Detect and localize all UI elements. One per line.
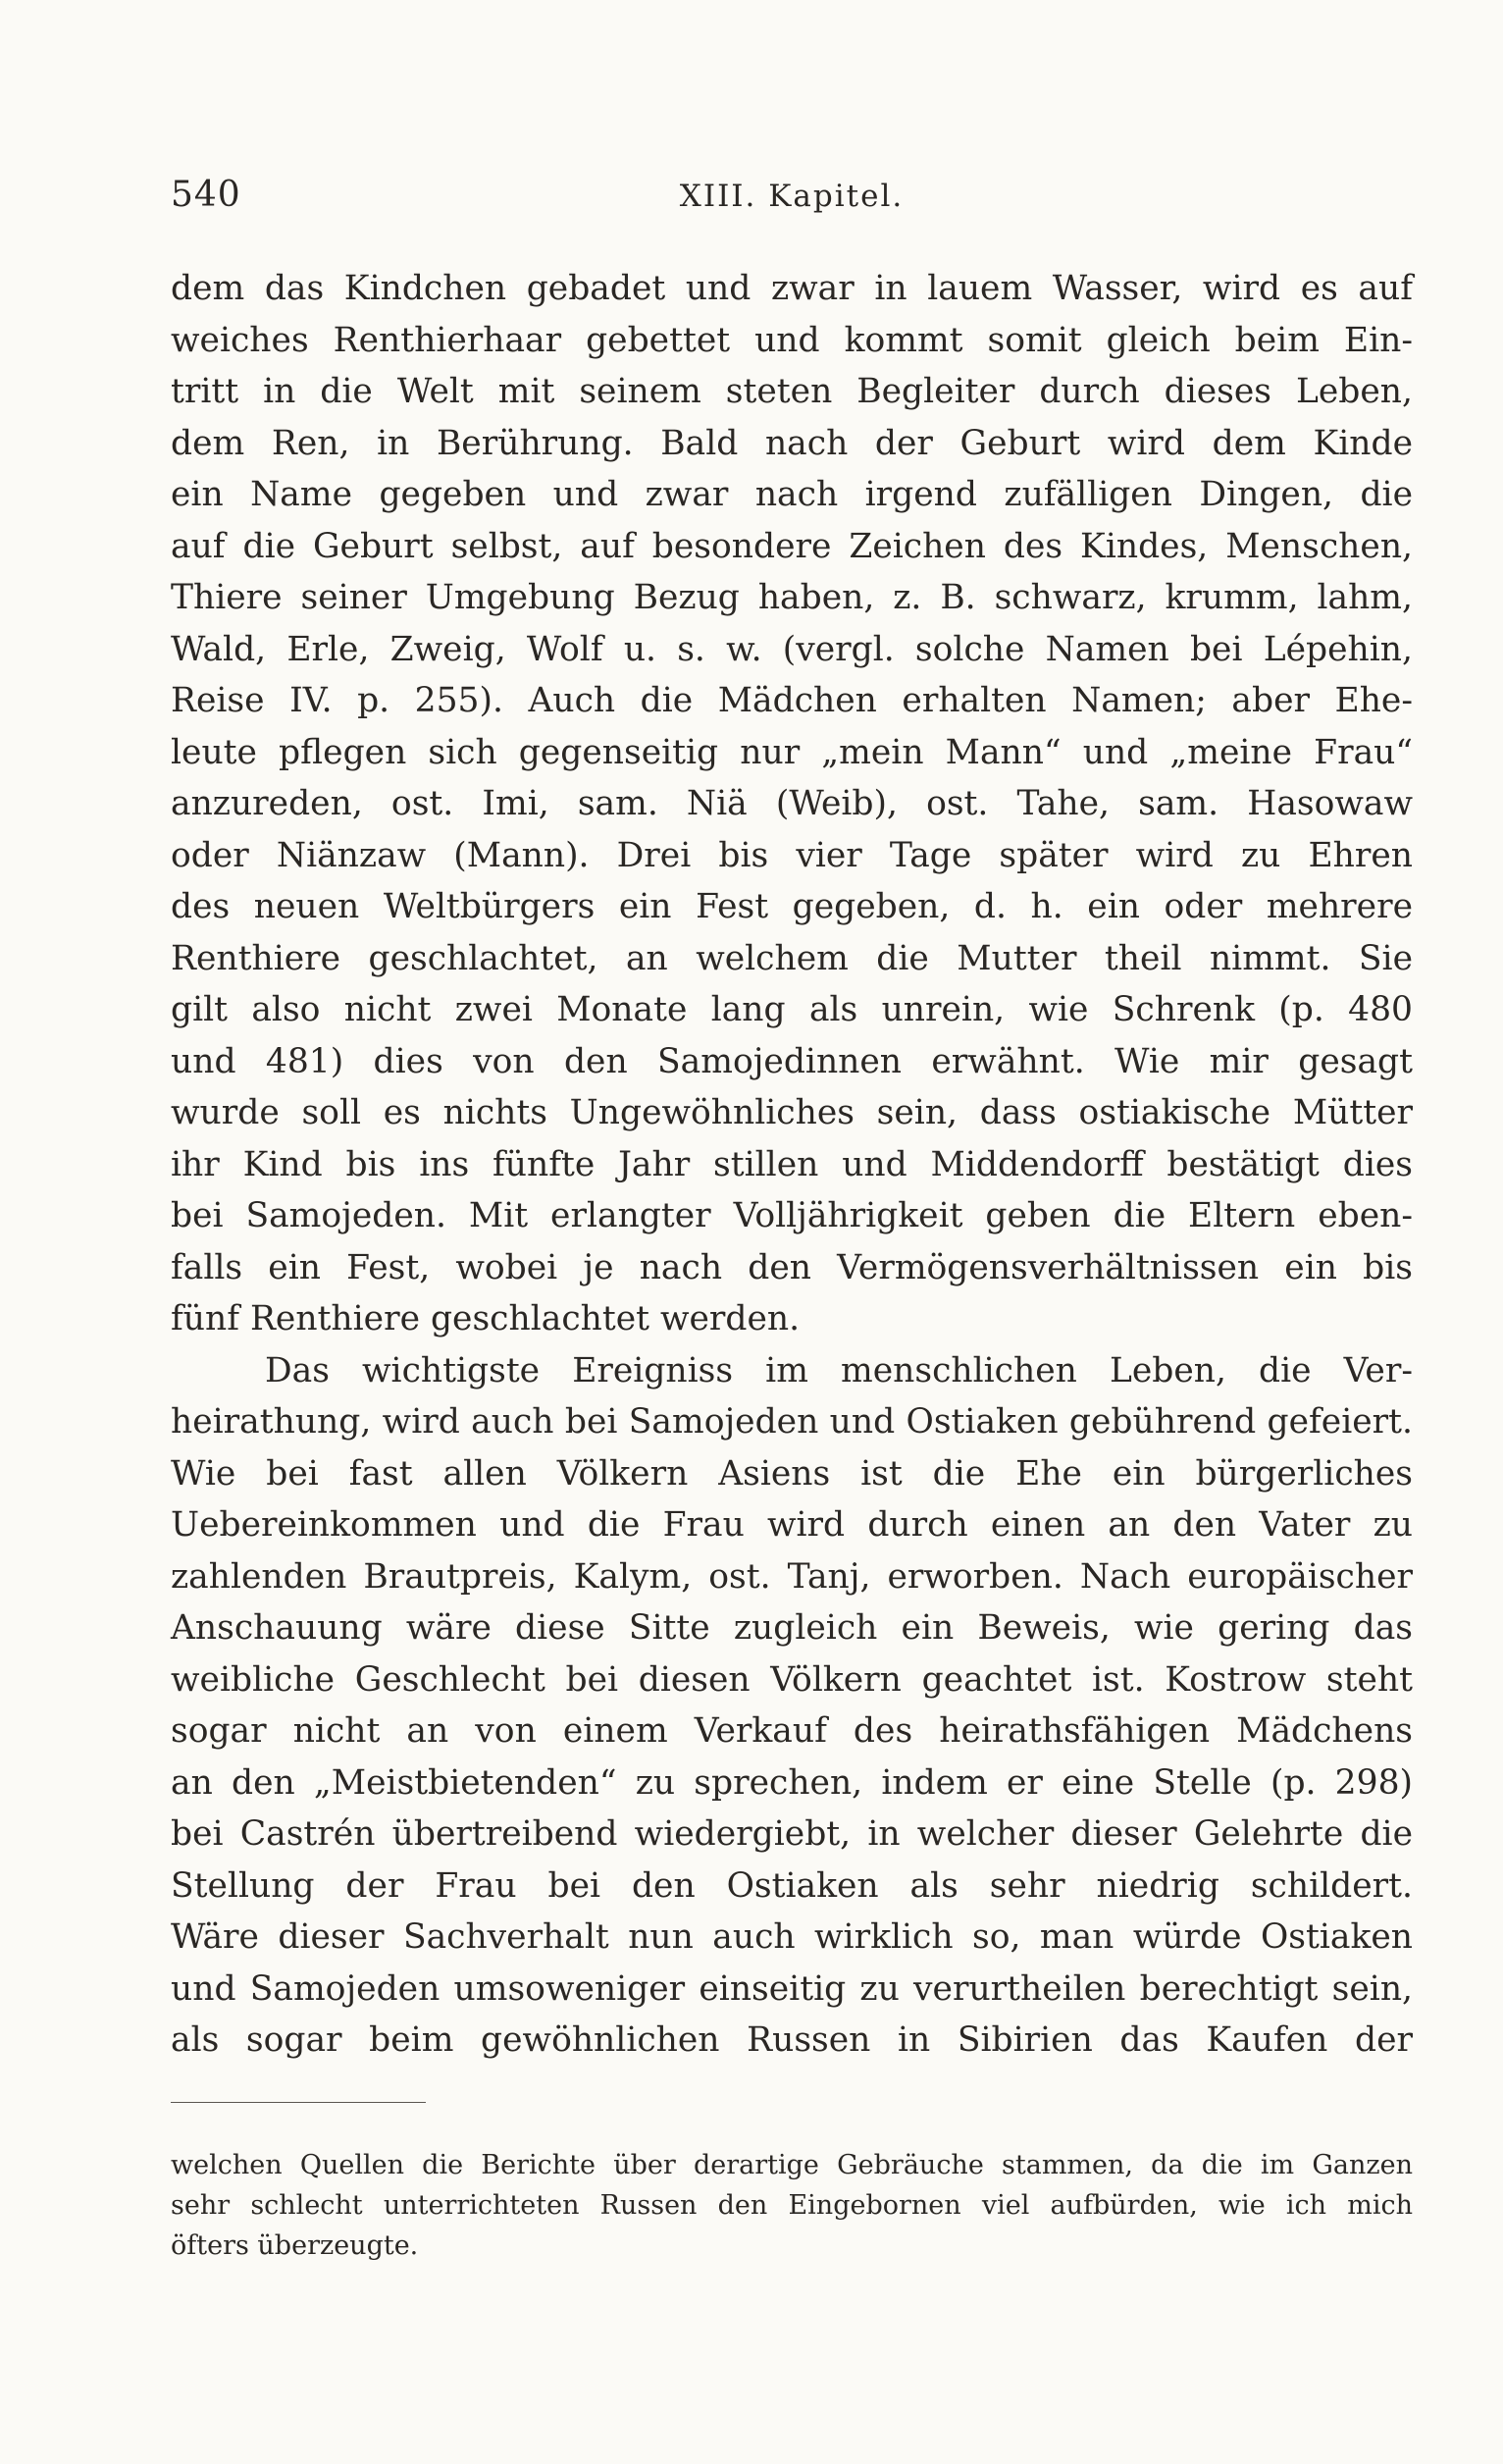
- text-line: ein Name gegeben und zwar nach irgend zufälligen Dingen, die: [171, 475, 1413, 514]
- footnote-divider: [171, 2102, 426, 2103]
- text-line: auf die Geburt selbst, auf besondere Zeichen des Kindes, Menschen,: [171, 526, 1413, 566]
- text-line: Thiere seiner Umgebung Bezug haben, z. B. schwarz, krumm, lahm,: [171, 578, 1413, 617]
- text-line: leute pflegen sich gegenseitig nur „mein Mann“ und „meine Frau“: [171, 732, 1413, 772]
- text-line: Stellung der Frau bei den Ostiaken als sehr niedrig schildert.: [171, 1865, 1413, 1906]
- text-line: heirathung, wird auch bei Samojeden und Ostiaken gebührend gefeiert.: [171, 1402, 1413, 1442]
- text-line: fünf Renthiere geschlachtet werden.: [171, 1299, 801, 1338]
- text-line: Wald, Erle, Zweig, Wolf u. s. w. (vergl. solche Namen bei Lépehin,: [171, 629, 1413, 669]
- text-line: anzureden, ost. Imi, sam. Niä (Weib), ost. Tahe, sam. Hasowaw: [171, 784, 1413, 823]
- text-line: oder Niänzaw (Mann). Drei bis vier Tage später wird zu Ehren: [171, 835, 1413, 875]
- text-line: weibliche Geschlecht bei diesen Völkern geachtet ist. Kostrow steht: [171, 1659, 1413, 1700]
- text-line: Wäre dieser Sachverhalt nun auch wirklich so, man würde Ostiaken: [171, 1917, 1413, 1957]
- page-number: 540: [171, 175, 241, 215]
- text-line: und 481) dies von den Samojedinnen erwähnt. Wie mir gesagt: [171, 1041, 1413, 1081]
- body-text: [171, 263, 1413, 2067]
- text-line: zahlenden Brautpreis, Kalym, ost. Tanj, erworben. Nach europäischer: [171, 1556, 1413, 1597]
- text-line: Uebereinkommen und die Frau wird durch einen an den Vater zu: [171, 1505, 1413, 1545]
- text-line: bei Castrén übertreibend wiedergiebt, in welcher dieser Gelehrte die: [171, 1814, 1413, 1854]
- text-line: Reise IV. p. 255). Auch die Mädchen erhalten Namen; aber Ehe-: [171, 681, 1413, 720]
- text-line: sogar nicht an von einem Verkauf des heirathsfähigen Mädchens: [171, 1711, 1413, 1751]
- text-line: des neuen Weltbürgers ein Fest gegeben, d. h. ein oder mehrere: [171, 887, 1413, 926]
- text-line: Wie bei fast allen Völkern Asiens ist die Ehe ein bürgerliches: [171, 1453, 1413, 1494]
- text-line: an den „Meistbietenden“ zu sprechen, indem er eine Stelle (p. 298): [171, 1762, 1413, 1803]
- text-line: als sogar beim gewöhnlichen Russen in Sibirien das Kaufen der: [171, 2020, 1413, 2060]
- text-line: und Samojeden umsoweniger einseitig zu verurtheilen berechtigt sein,: [171, 1968, 1413, 2009]
- running-title: XIII. Kapitel.: [679, 179, 905, 214]
- text-line: falls ein Fest, wobei je nach den Vermögensverhältnissen ein bis: [171, 1247, 1413, 1287]
- text-line: Renthiere geschlachtet, an welchem die Mutter theil nimmt. Sie: [171, 938, 1413, 978]
- text-line: tritt in die Welt mit seinem steten Begleiter durch dieses Leben,: [171, 372, 1413, 411]
- text-line: Anschauung wäre diese Sitte zugleich ein Beweis, wie gering das: [171, 1608, 1413, 1648]
- footnote-line: sehr schlecht unterrichteten Russen den Eingebornen viel aufbürden, wie ich mich: [171, 2190, 1413, 2221]
- text-line: Das wichtigste Ereigniss im menschlichen Leben, die Ver-: [265, 1350, 1413, 1390]
- text-line: dem Ren, in Berührung. Bald nach der Geburt wird dem Kinde: [171, 423, 1413, 463]
- footnote-line: welchen Quellen die Berichte über derartige Gebräuche stammen, da die im Ganzen: [171, 2150, 1413, 2180]
- text-line: wurde soll es nichts Ungewöhnliches sein, dass ostiakische Mütter: [171, 1093, 1413, 1132]
- text-line: ihr Kind bis ins fünfte Jahr stillen und Middendorff bestätigt dies: [171, 1144, 1413, 1184]
- text-line: bei Samojeden. Mit erlangter Volljährigkeit geben die Eltern eben-: [171, 1196, 1413, 1235]
- text-line: gilt also nicht zwei Monate lang als unrein, wie Schrenk (p. 480: [171, 990, 1413, 1029]
- text-line: weiches Renthierhaar gebettet und kommt somit gleich beim Ein-: [171, 320, 1413, 360]
- footnote-line: öfters überzeugte.: [171, 2230, 419, 2261]
- page-header: [171, 175, 1413, 230]
- text-line: dem das Kindchen gebadet und zwar in lauem Wasser, wird es auf: [171, 269, 1413, 308]
- footnote: [171, 2145, 1413, 2266]
